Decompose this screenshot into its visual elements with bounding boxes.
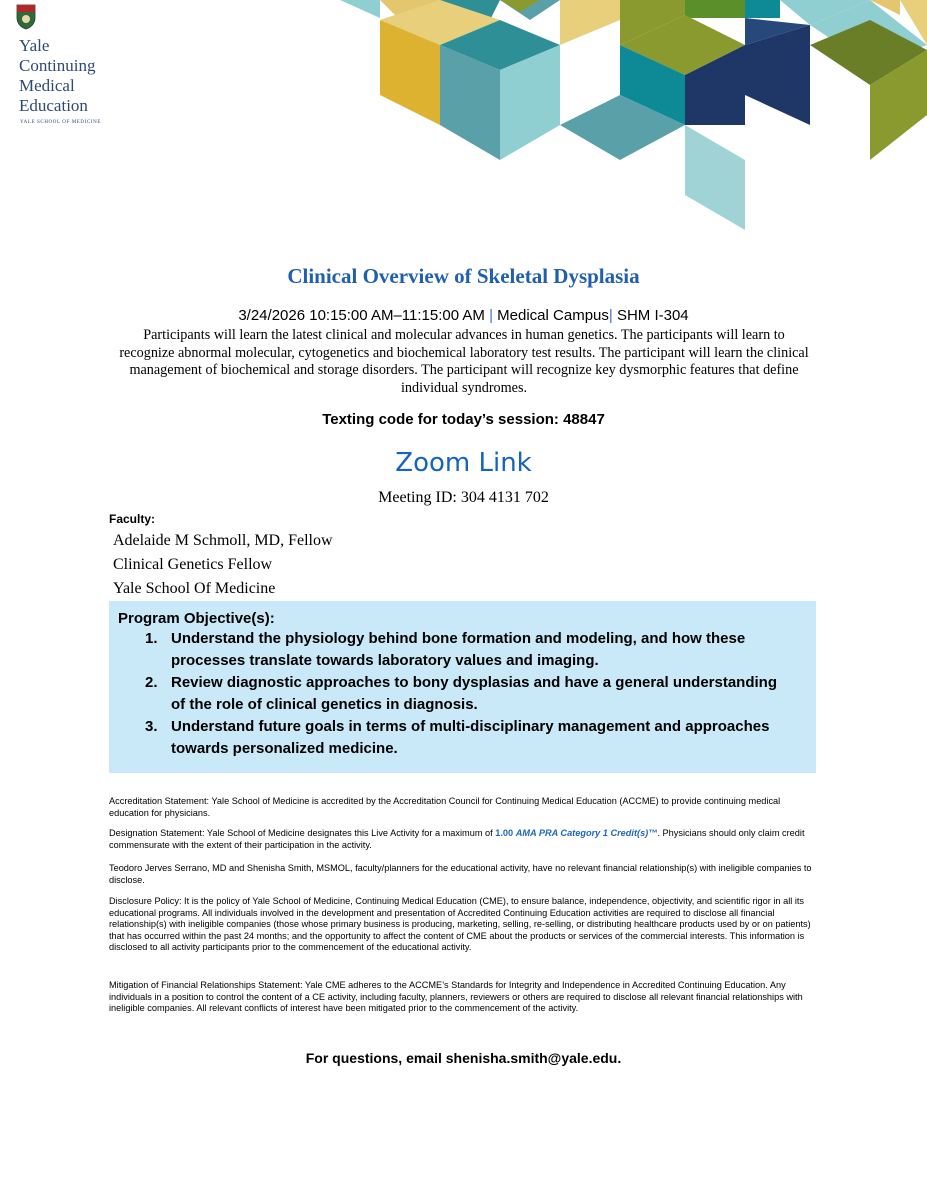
faculty-institution: Yale School Of Medicine [113, 580, 276, 597]
designation-pre: Designation Statement: Yale School of Medicine designates this Live Activity for a maximum of [109, 828, 496, 838]
disclosure-policy: Disclosure Policy: It is the policy of Yale School of Medicine, Continuing Medical Education (CME), to ensure balance, independence, objectivity, and scientific rigor in all its educational programs. All individuals involved in the development and presentation of Accredited Continuing Education activities are required to disclose all financial relationship(s) with ineligible companies (those whose primary business is producing, marketing, selling, re-selling, or distributing healthcare products used by or on patients) that has occurred within the past 24 months; and the opportunity to affect the content of CME about the products or services of the commercial interests. This information is disclosed to all activity participants prior to the commencement of the educational activity. [109, 896, 811, 953]
mitigation-statement: Mitigation of Financial Relationships Statement: Yale CME adheres to the ACCME’s Standards for Integrity and Independence in Accredited Continuing Education. Any individuals in a position to control the content of a CE activity, including faculty, planners, reviewers or others are required to disclose all relevant financial relationships with ineligible companies. All relevant conflicts of interest have been mitigated prior to the commencement of the activity. [109, 980, 803, 1014]
yale-shield-icon [16, 4, 36, 30]
objective-item [145, 628, 785, 672]
objective-text: Understand the physiology behind bone formation and modeling, and how these processes translate towards laboratory values and imaging. [171, 630, 746, 669]
event-dateline [0, 307, 927, 324]
objectives-heading: Program Objective(s): [118, 610, 275, 627]
credit-name: AMA PRA Category 1 Credit(s)™ [515, 828, 658, 838]
event-campus: Medical Campus [493, 307, 609, 324]
faculty-name: Adelaide M Schmoll, MD, Fellow [113, 532, 333, 549]
yale-cme-logo [14, 2, 124, 132]
event-datetime: 3/24/2026 10:15:00 AM–11:15:00 AM [238, 307, 490, 324]
objective-number: 3. [145, 718, 158, 735]
objective-item [145, 672, 785, 716]
meeting-id: Meeting ID: 304 4131 702 [378, 489, 549, 506]
credit-amount: 1.00 [495, 828, 516, 838]
texting-code: Texting code for today’s session: 48847 [322, 411, 605, 428]
objective-item [145, 716, 785, 760]
contact-email: For questions, email shenisha.smith@yale.edu. [305, 1050, 622, 1066]
event-description: Participants will learn the latest clinical and molecular advances in human genetics. The participants will learn to recognize abnormal molecular, cytogenetics and biochemical laboratory test results. The participant will learn the clinical management of biochemical and storage disorders. The participant will recognize key dysmorphic features that define individual syndromes. [119, 327, 809, 396]
objective-text: Understand future goals in terms of multi-disciplinary management and approaches towards personalized medicine. [171, 718, 770, 757]
separator-2: | [608, 307, 613, 324]
logo-line-3: Medical [19, 76, 75, 95]
accreditation-statement: Accreditation Statement: Yale School of Medicine is accredited by the Accreditation Council for Continuing Medical Education (ACCME) to provide continuing medical education for physicians. [109, 796, 781, 818]
faculty-heading: Faculty: [109, 512, 156, 526]
objective-number: 1. [145, 630, 158, 647]
designation-post: . Physicians should only claim credit commensurate with the extent of their participation in the activity. [109, 828, 805, 850]
planners-statement: Teodoro Jerves Serrano, MD and Shenisha Smith, MSMOL, faculty/planners for the educational activity, have no relevant financial relationship(s) with ineligible companies to disclose. [109, 863, 812, 885]
objective-number: 2. [145, 674, 158, 691]
logo-line-4: Education [19, 96, 88, 115]
logo-line-1: Yale [19, 36, 50, 55]
designation-statement [109, 828, 821, 851]
logo-line-2: Continuing [19, 56, 96, 75]
zoom-link[interactable]: Zoom Link [395, 448, 532, 478]
separator-1: | [489, 307, 493, 324]
event-title: Clinical Overview of Skeletal Dysplasia [287, 264, 640, 288]
program-objectives-box [109, 601, 816, 773]
logo-subtext: YALE SCHOOL OF MEDICINE [20, 120, 101, 125]
decorative-cube-pattern [340, 0, 927, 240]
event-room: SHM I-304 [612, 307, 689, 324]
faculty-title: Clinical Genetics Fellow [113, 556, 273, 573]
objective-text: Review diagnostic approaches to bony dysplasias and have a general understanding of the role of clinical genetics in diagnosis. [171, 674, 777, 713]
